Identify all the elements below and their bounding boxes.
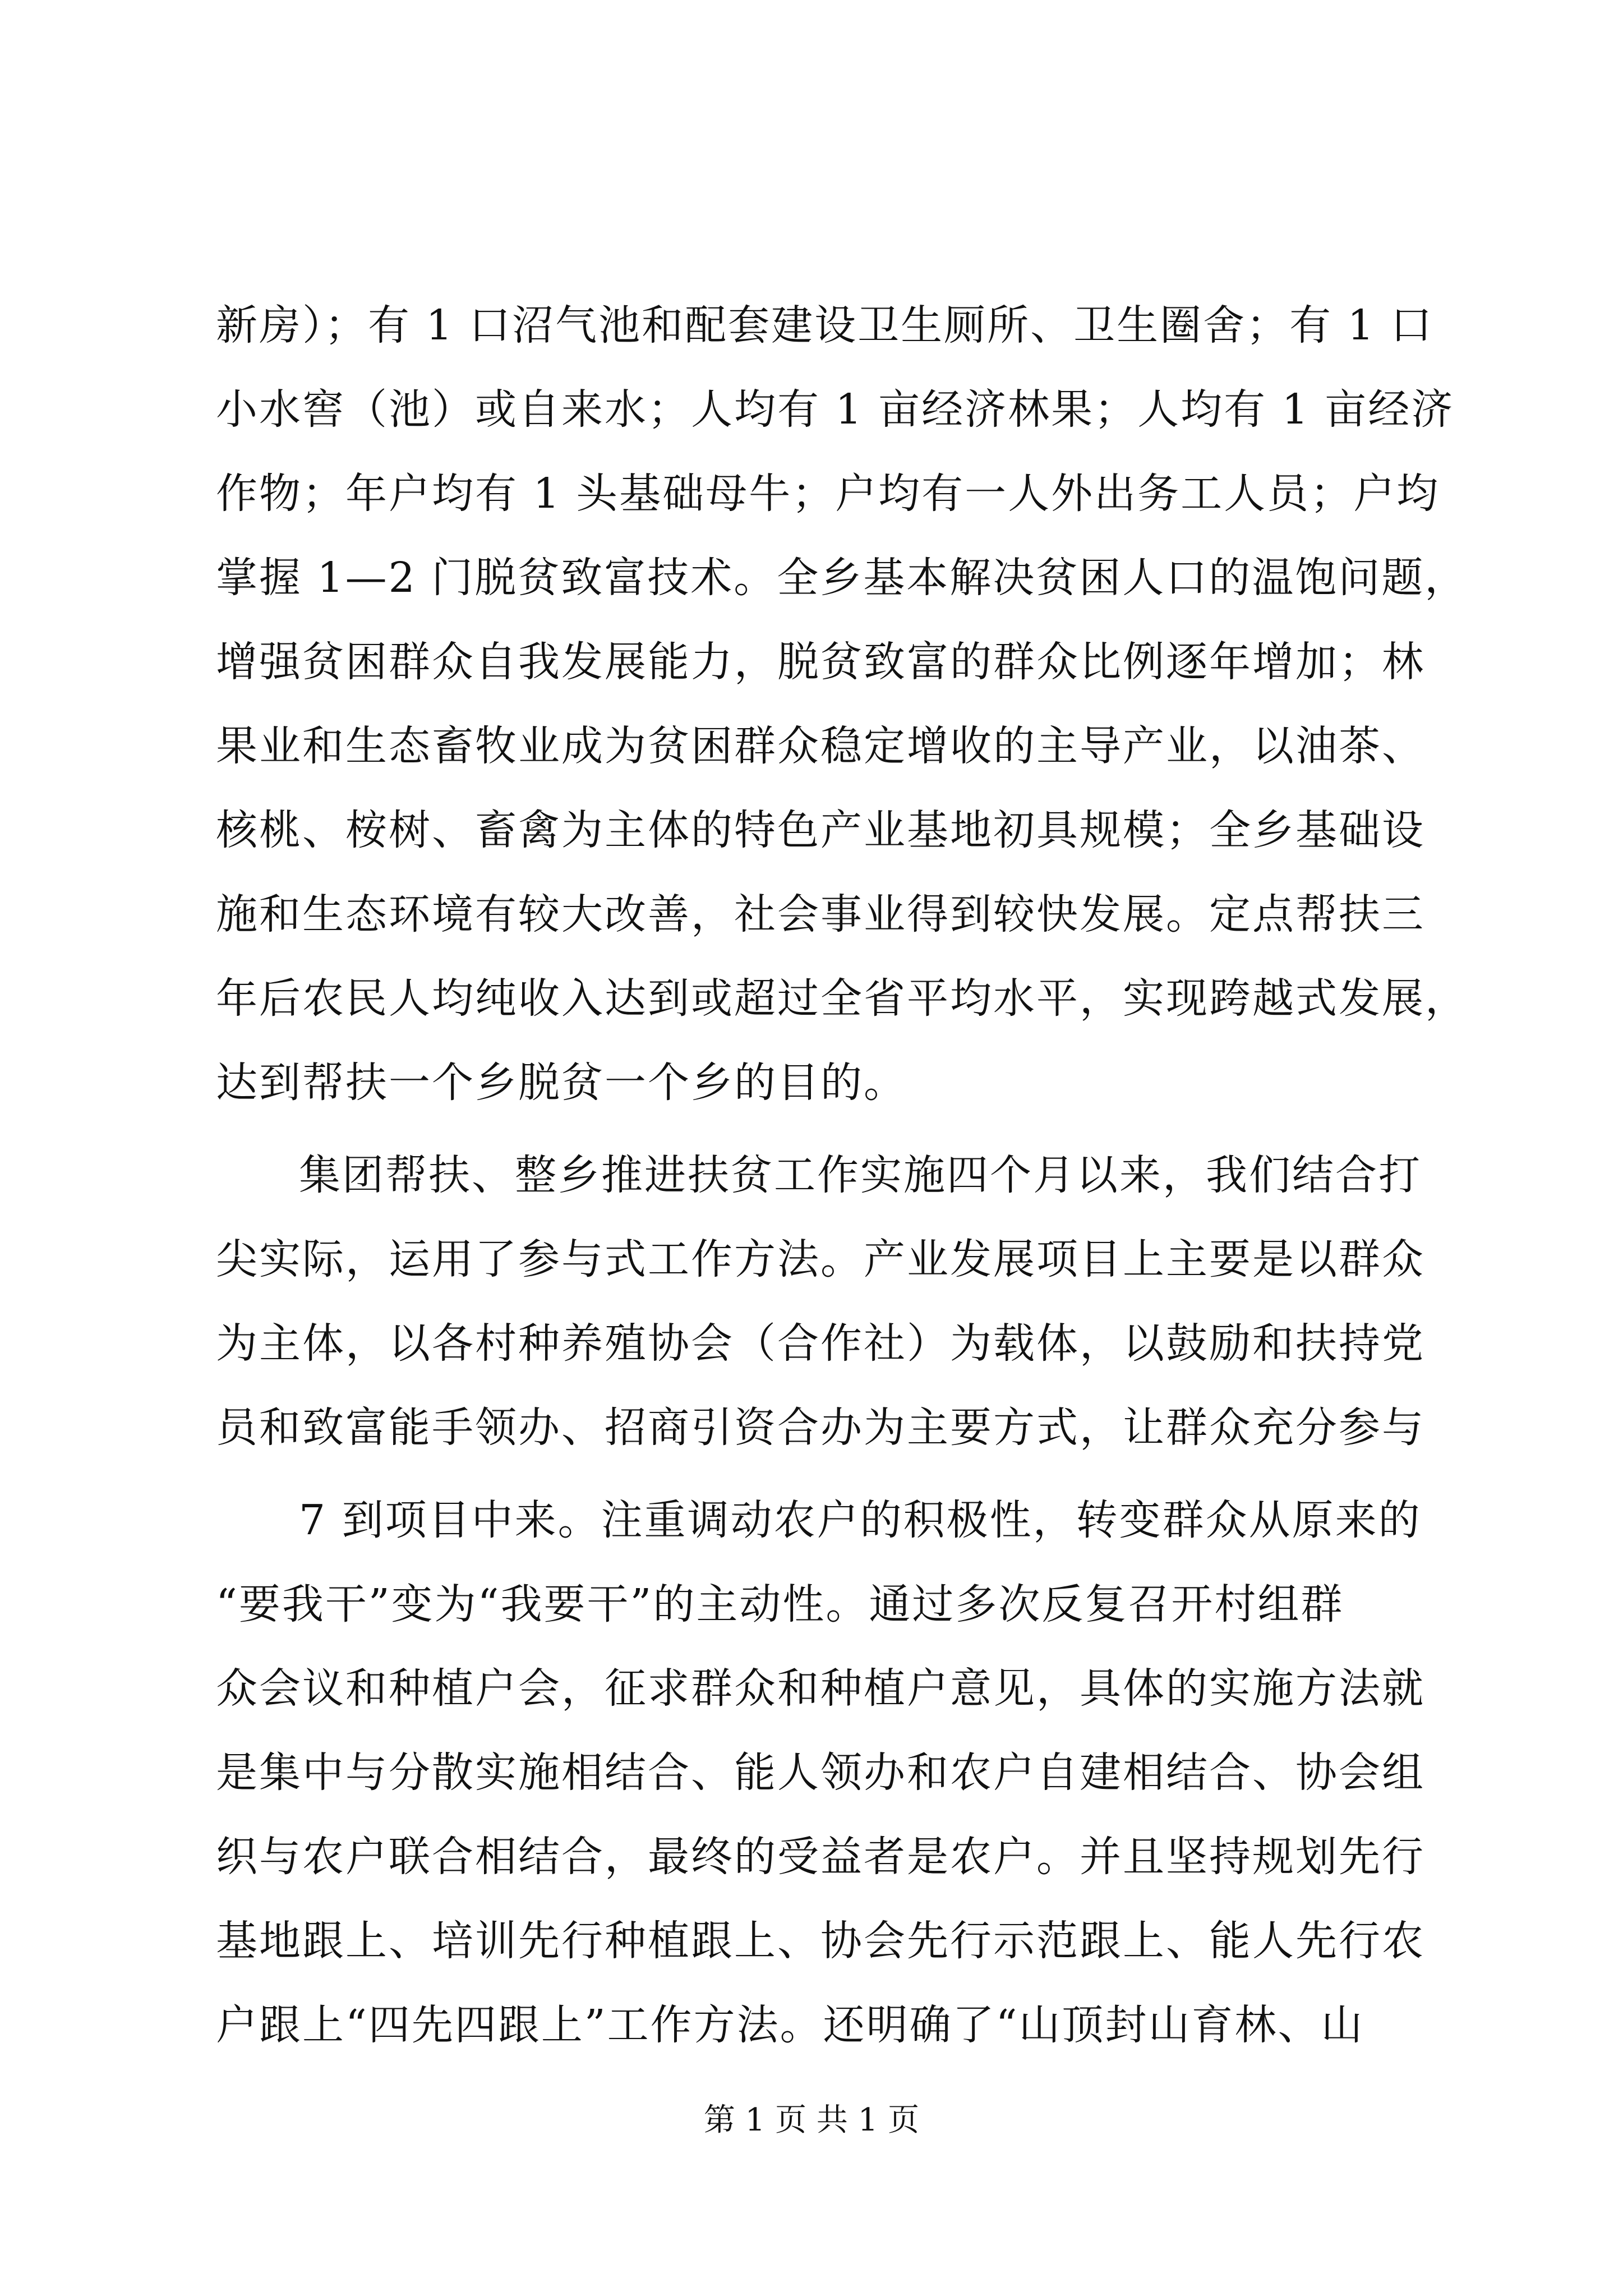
text-line: 众会议和种植户会，征求群众和种植户意见，具体的实施方法就: [216, 1664, 1425, 1713]
text-line: 达到帮扶一个乡脱贫一个乡的目的。: [216, 1059, 907, 1107]
text-line: 年后农民人均纯收入达到或超过全省平均水平，实现跨越式发展，: [216, 974, 1468, 1023]
text-line: 小水窖（池）或自来水；人均有 1 亩经济林果；人均有 1 亩经济: [216, 385, 1455, 434]
text-line: 户跟上“四先四跟上”工作方法。还明确了“山顶封山育林、山: [216, 2001, 1364, 2049]
text-line: 为主体，以各村种养殖协会（合作社）为载体，以鼓励和扶持党: [216, 1319, 1425, 1368]
paragraph-first-line: 7 到项目中来。注重调动农户的积极性，转变群众从原来的: [299, 1496, 1422, 1544]
text-line: 作物；年户均有 1 头基础母牛；户均有一人外出务工人员；户均: [216, 470, 1440, 518]
text-line: 核桃、桉树、畜禽为主体的特色产业基地初具规模；全乡基础设: [216, 806, 1425, 854]
text-line: 掌握 1—2 门脱贫致富技术。全乡基本解决贫困人口的温饱问题，: [216, 554, 1468, 602]
page-footer: 第 1 页 共 1 页: [703, 2102, 920, 2138]
text-line: 基地跟上、培训先行种植跟上、协会先行示范跟上、能人先行农: [216, 1917, 1425, 1965]
paragraph-first-line: 集团帮扶、整乡推进扶贫工作实施四个月以来，我们结合打: [299, 1151, 1422, 1199]
text-line: 尖实际，运用了参与式工作方法。产业发展项目上主要是以群众: [216, 1235, 1425, 1283]
text-line: 员和致富能手领办、招商引资合办为主要方式，让群众充分参与: [216, 1404, 1425, 1452]
text-line: 增强贫困群众自我发展能力，脱贫致富的群众比例逐年增加；林: [216, 638, 1425, 686]
text-line: “要我干”变为“我要干”的主动性。通过多次反复召开村组群: [216, 1580, 1344, 1628]
text-line: 织与农户联合相结合，最终的受益者是农户。并且坚持规划先行: [216, 1833, 1425, 1881]
text-line: 施和生态环境有较大改善，社会事业得到较快发展。定点帮扶三: [216, 890, 1425, 938]
text-line: 果业和生态畜牧业成为贫困群众稳定增收的主导产业，以油茶、: [216, 722, 1425, 770]
text-line: 新房）；有 1 口沼气池和配套建设卫生厕所、卫生圈舍；有 1 口: [216, 301, 1434, 349]
text-line: 是集中与分散实施相结合、能人领办和农户自建相结合、协会组: [216, 1749, 1425, 1797]
